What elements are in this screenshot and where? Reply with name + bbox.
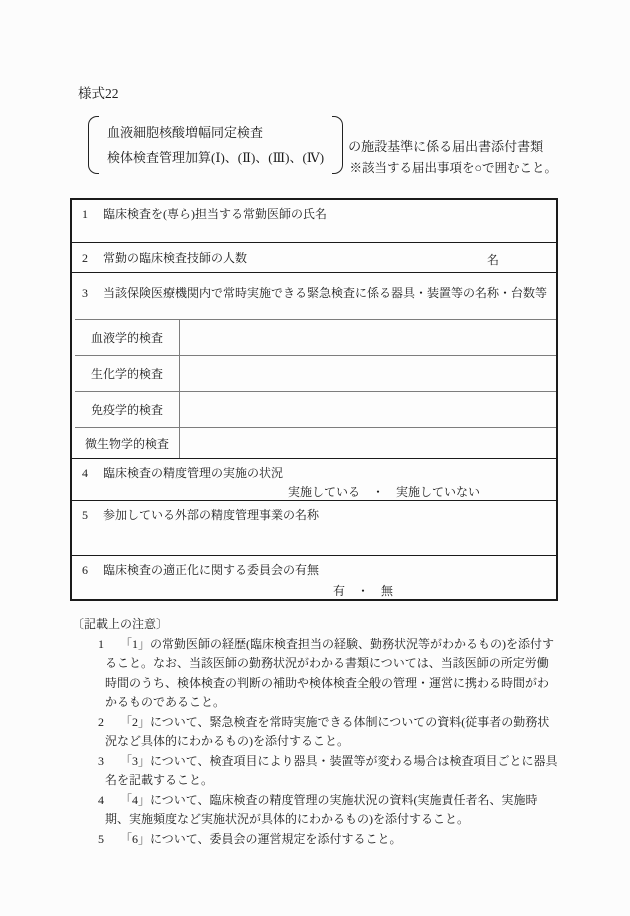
row-6-number: 6 — [82, 563, 88, 577]
note-1-number: 1 — [98, 636, 104, 651]
note-5-text: 「6」について、委員会の運営規定を添付すること。 — [120, 831, 402, 846]
table-row-4-quality-control-status — [72, 458, 556, 500]
hematology-value-cell — [179, 320, 556, 355]
table-row-5-external-qc-program — [72, 500, 556, 555]
table-row-3-emergency-equipment — [72, 272, 556, 458]
row-5-number: 5 — [82, 508, 88, 522]
test-category-subtable — [75, 319, 556, 458]
notes-section — [70, 615, 560, 849]
row-2-unit-label: 名 — [487, 253, 500, 267]
row-3-label: 当該保険医療機関内で常時実施できる緊急検査に係る器具・装置等の名称・台数等 — [103, 286, 548, 300]
row-4-options: 実施している ・ 実施していない — [287, 485, 480, 499]
microbiology-label: 微生物学的検査 — [84, 436, 169, 451]
row-5-label: 参加している外部の精度管理事業の名称 — [103, 508, 320, 522]
immunology-label: 免疫学的検査 — [90, 403, 163, 417]
row-4-label: 臨床検査の精度管理の実施の状況 — [103, 466, 284, 480]
row-3-number: 3 — [82, 286, 88, 300]
row-2-label: 常勤の臨床検査技師の人数 — [103, 251, 248, 265]
left-bracket — [88, 116, 99, 174]
table-row-6-committee-existence — [72, 555, 556, 599]
note-2-text: 「2」について、緊急検査を常時実施できる体制についての資料(従事者の勤務状況など具体的にわかるもの)を添付すること。 — [105, 714, 550, 748]
note-item-3 — [70, 752, 560, 791]
note-item-2 — [70, 713, 560, 752]
note-4-number: 4 — [98, 792, 104, 807]
row-1-label: 臨床検査を(専ら)担当する常勤医師の氏名 — [103, 207, 327, 221]
note-2-number: 2 — [98, 714, 104, 729]
row-6-label: 臨床検査の適正化に関する委員会の有無 — [103, 563, 320, 577]
note-5-number: 5 — [98, 831, 104, 846]
form-table — [70, 198, 558, 601]
title-suffix: の施設基準に係る届出書添付書類 — [348, 138, 544, 154]
row-4-number: 4 — [82, 466, 88, 480]
title-line-2: 検体検査管理加算(Ⅰ)、(Ⅱ)、(Ⅲ)、(Ⅳ) — [107, 150, 325, 165]
biochemistry-label: 生化学的検査 — [90, 367, 163, 381]
hematology-label: 血液学的検査 — [90, 331, 163, 345]
right-bracket — [332, 116, 343, 174]
note-4-text: 「4」について、臨床検査の精度管理の実施状況の資料(実施責任者名、実施時期、実施頻度など実施状況が具体的にわかるもの)を添付すること。 — [105, 792, 538, 826]
row-1-number: 1 — [82, 207, 88, 221]
circle-instruction-note: ※該当する届出事項を○で囲むこと。 — [349, 161, 557, 175]
subtable-row-biochemistry — [75, 355, 556, 391]
subtable-row-microbiology — [75, 427, 556, 458]
row-2-number: 2 — [82, 251, 88, 265]
notes-heading: 〔記載上の注意〕 — [72, 617, 169, 631]
subtable-row-immunology — [75, 391, 556, 427]
note-3-number: 3 — [98, 753, 104, 768]
table-row-1-physician-name — [72, 200, 556, 242]
bracketed-titles — [99, 116, 332, 174]
note-item-4 — [70, 791, 560, 830]
biochemistry-value-cell — [179, 356, 556, 391]
title-line-1: 血液細胞核酸増幅同定検査 — [107, 125, 264, 140]
table-row-2-technician-count — [72, 242, 556, 272]
note-1-text: 「1」の常勤医師の経歴(臨床検査担当の経験、勤務状況等がわかるもの)を添付すること。なお、当該医師の勤務状況がわかる書類については、当該医師の所定労働時間のうち、検体検査の判断の補助や検体検査全般の管理・運営に携わる時間がわかるものであること。 — [105, 636, 554, 709]
microbiology-value-cell — [179, 428, 556, 458]
note-item-1 — [70, 635, 560, 713]
note-item-5 — [70, 830, 560, 850]
subtable-row-hematology — [75, 319, 556, 355]
row-6-options: 有 ・ 無 — [332, 584, 393, 598]
note-3-text: 「3」について、検査項目により器具・装置等が変わる場合は検査項目ごとに器具名を記載すること。 — [105, 753, 558, 787]
form-number: 様式22 — [78, 86, 119, 101]
immunology-value-cell — [179, 392, 556, 427]
